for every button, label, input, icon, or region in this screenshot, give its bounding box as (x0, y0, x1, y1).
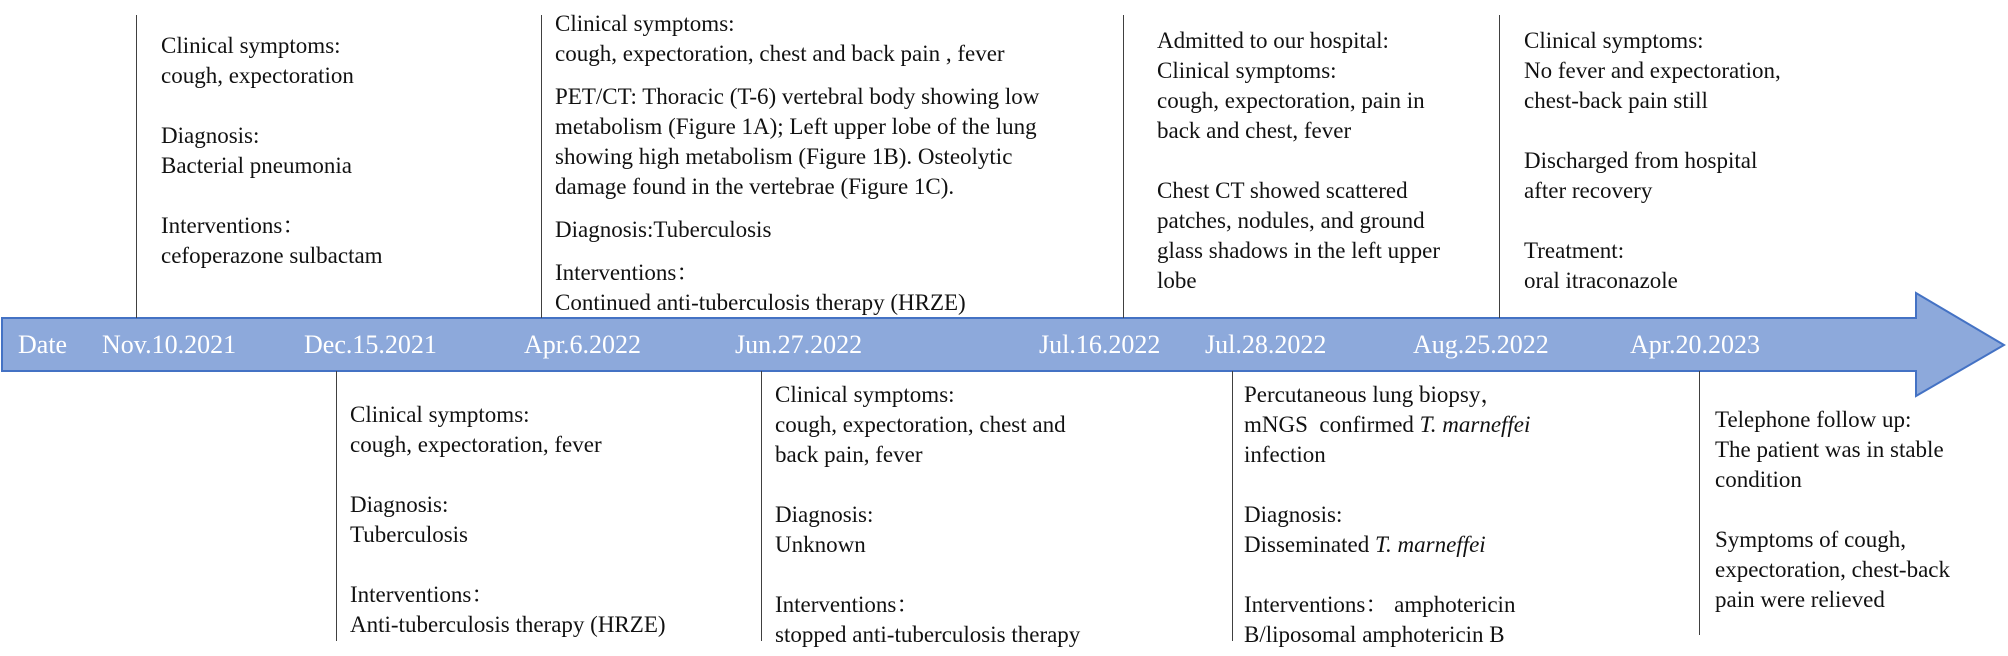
diagnosis-heading: Diagnosis: (350, 492, 449, 517)
biopsy-text: Percutaneous lung biopsy， (1244, 382, 1504, 407)
pet-ct-text: PET/CT: Thoracic (T-6) vertebral body showing low (555, 84, 1040, 109)
symptoms-text: Symptoms of cough, (1715, 527, 1907, 552)
diagnosis-text: Unknown (775, 532, 866, 557)
diagnosis-prefix: Disseminated (1244, 532, 1375, 557)
symptoms-text: No fever and expectoration, (1524, 58, 1781, 83)
connector-apr2023 (1699, 371, 1700, 635)
treatment-text: oral itraconazole (1524, 268, 1678, 293)
diagnosis-text (1244, 530, 1530, 560)
follow-up-text: The patient was in stable (1715, 437, 1944, 462)
symptoms-text: expectoration, chest-back (1715, 557, 1950, 582)
date-apr-20-2023: Apr.20.2023 (1630, 330, 1760, 359)
symptoms-text: cough, expectoration, chest and (775, 412, 1066, 437)
date-nov-10-2021: Nov.10.2021 (102, 330, 237, 359)
symptoms-text: cough, expectoration, pain in (1157, 88, 1425, 113)
chest-ct-text: Chest CT showed scattered (1157, 178, 1408, 203)
pet-ct-text: metabolism (Figure 1A); Left upper lobe of the lung (555, 114, 1037, 139)
connector-dec2021 (336, 371, 337, 641)
symptoms-text: cough, expectoration, chest and back pain , fever (555, 41, 1005, 66)
diagnosis-text: Bacterial pneumonia (161, 153, 352, 178)
diagnosis-text: Diagnosis:Tuberculosis (555, 217, 772, 242)
discharge-text: Discharged from hospital (1524, 148, 1758, 173)
date-jun-27-2022: Jun.27.2022 (735, 330, 863, 359)
mngs-label: mNGS confirmed (1244, 412, 1420, 437)
symptoms-text: back and chest, fever (1157, 118, 1352, 143)
symptoms-heading: Clinical symptoms: (775, 382, 955, 407)
interventions-text: Anti-tuberculosis therapy (HRZE) (350, 612, 666, 637)
interventions-heading: Interventions： (350, 582, 495, 607)
interventions-text: Interventions： amphotericin (1244, 592, 1516, 617)
date-jul-16-2022: Jul.16.2022 (1039, 330, 1161, 359)
date-jul-28-2022: Jul.28.2022 (1205, 330, 1327, 359)
interventions-heading: Interventions： (775, 592, 920, 617)
connector-apr2022 (541, 15, 542, 318)
symptoms-heading: Clinical symptoms: (350, 402, 530, 427)
event-apr2023 (1715, 405, 1950, 615)
symptoms-text: cough, expectoration (161, 63, 354, 88)
symptoms-text: cough, expectoration, fever (350, 432, 602, 457)
organism-name: T. marneffei (1374, 532, 1486, 557)
interventions-heading: Interventions： (555, 260, 700, 285)
interventions-text: Continued anti-tuberculosis therapy (HRZE) (555, 290, 966, 315)
interventions-text: cefoperazone sulbactam (161, 243, 383, 268)
admission-text: Admitted to our hospital: (1157, 28, 1389, 53)
symptoms-text: chest-back pain still (1524, 88, 1708, 113)
follow-up-heading: Telephone follow up: (1715, 407, 1912, 432)
date-apr-6-2022: Apr.6.2022 (524, 330, 641, 359)
connector-jul16-2022 (1123, 15, 1124, 318)
event-nov2021 (161, 31, 383, 271)
connector-aug2022 (1499, 15, 1500, 318)
symptoms-heading: Clinical symptoms: (161, 33, 341, 58)
diagnosis-heading: Diagnosis: (161, 123, 260, 148)
connector-jul28-2022 (1232, 371, 1233, 641)
timeline-date-label: Date (18, 330, 68, 359)
mngs-text (1244, 410, 1530, 440)
diagnosis-text: Tuberculosis (350, 522, 468, 547)
date-dec-15-2021: Dec.15.2021 (304, 330, 437, 359)
interventions-text: B/liposomal amphotericin B (1244, 622, 1505, 647)
discharge-text: after recovery (1524, 178, 1653, 203)
organism-name: T. marneffei (1419, 412, 1531, 437)
interventions-heading: Interventions： (161, 213, 306, 238)
event-jul16-2022 (1157, 26, 1440, 296)
infection-text: infection (1244, 442, 1326, 467)
chest-ct-text: patches, nodules, and ground (1157, 208, 1425, 233)
connector-jun2022 (761, 371, 762, 641)
symptoms-text: pain were relieved (1715, 587, 1885, 612)
diagnosis-heading: Diagnosis: (775, 502, 874, 527)
symptoms-heading: Clinical symptoms: (1524, 28, 1704, 53)
pet-ct-text: damage found in the vertebrae (Figure 1C). (555, 174, 955, 199)
symptoms-text: back pain, fever (775, 442, 923, 467)
event-dec2021 (350, 400, 666, 640)
treatment-heading: Treatment: (1524, 238, 1625, 263)
chest-ct-text: glass shadows in the left upper (1157, 238, 1440, 263)
symptoms-heading: Clinical symptoms: (555, 11, 735, 36)
event-aug2022 (1524, 26, 1781, 296)
symptoms-heading: Clinical symptoms: (1157, 58, 1337, 83)
follow-up-text: condition (1715, 467, 1802, 492)
connector-nov2021 (136, 15, 137, 318)
pet-ct-text: showing high metabolism (Figure 1B). Osteolytic (555, 144, 1013, 169)
interventions-text: stopped anti-tuberculosis therapy (775, 622, 1081, 647)
diagnosis-heading: Diagnosis: (1244, 502, 1343, 527)
chest-ct-text: lobe (1157, 268, 1197, 293)
event-jun2022 (775, 380, 1080, 650)
event-jul28-2022 (1244, 380, 1530, 650)
date-aug-25-2022: Aug.25.2022 (1413, 330, 1549, 359)
event-apr2022 (555, 9, 1039, 318)
